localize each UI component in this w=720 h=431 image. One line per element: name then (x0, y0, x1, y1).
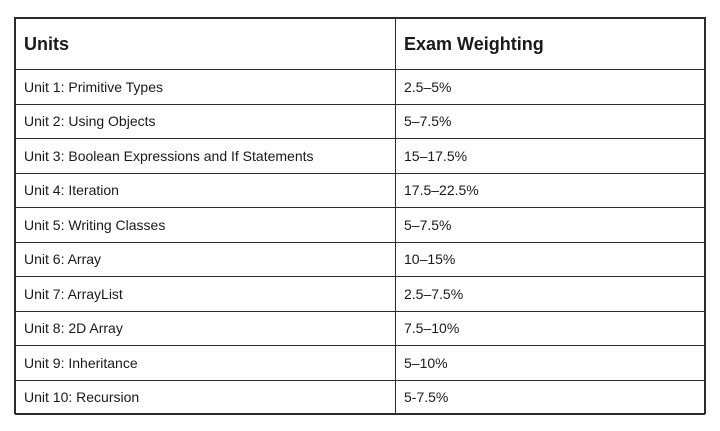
table-row (16, 70, 705, 105)
table-row (16, 242, 705, 277)
weighting-cell: 15–17.5% (396, 139, 705, 174)
exam-weighting-table-container (14, 17, 706, 414)
unit-cell: Unit 6: Array (16, 242, 396, 277)
exam-weighting-table (15, 18, 705, 415)
table-row (16, 346, 705, 381)
weighting-cell: 5–10% (396, 346, 705, 381)
unit-cell: Unit 1: Primitive Types (16, 70, 396, 105)
weighting-cell: 2.5–7.5% (396, 277, 705, 312)
table-row (16, 173, 705, 208)
weighting-cell: 7.5–10% (396, 311, 705, 346)
table-row (16, 104, 705, 139)
weighting-cell: 2.5–5% (396, 70, 705, 105)
units-column-header: Units (16, 19, 396, 70)
table-row (16, 380, 705, 415)
weighting-cell: 17.5–22.5% (396, 173, 705, 208)
unit-cell: Unit 2: Using Objects (16, 104, 396, 139)
table-row (16, 277, 705, 312)
exam-weighting-column-header: Exam Weighting (396, 19, 705, 70)
table-row (16, 208, 705, 243)
table-row (16, 311, 705, 346)
weighting-cell: 5–7.5% (396, 104, 705, 139)
unit-cell: Unit 10: Recursion (16, 380, 396, 415)
weighting-cell: 5-7.5% (396, 380, 705, 415)
unit-cell: Unit 9: Inheritance (16, 346, 396, 381)
table-row (16, 139, 705, 174)
unit-cell: Unit 3: Boolean Expressions and If Statements (16, 139, 396, 174)
unit-cell: Unit 7: ArrayList (16, 277, 396, 312)
unit-cell: Unit 5: Writing Classes (16, 208, 396, 243)
unit-cell: Unit 4: Iteration (16, 173, 396, 208)
table-header-row (16, 19, 705, 70)
unit-cell: Unit 8: 2D Array (16, 311, 396, 346)
weighting-cell: 10–15% (396, 242, 705, 277)
weighting-cell: 5–7.5% (396, 208, 705, 243)
